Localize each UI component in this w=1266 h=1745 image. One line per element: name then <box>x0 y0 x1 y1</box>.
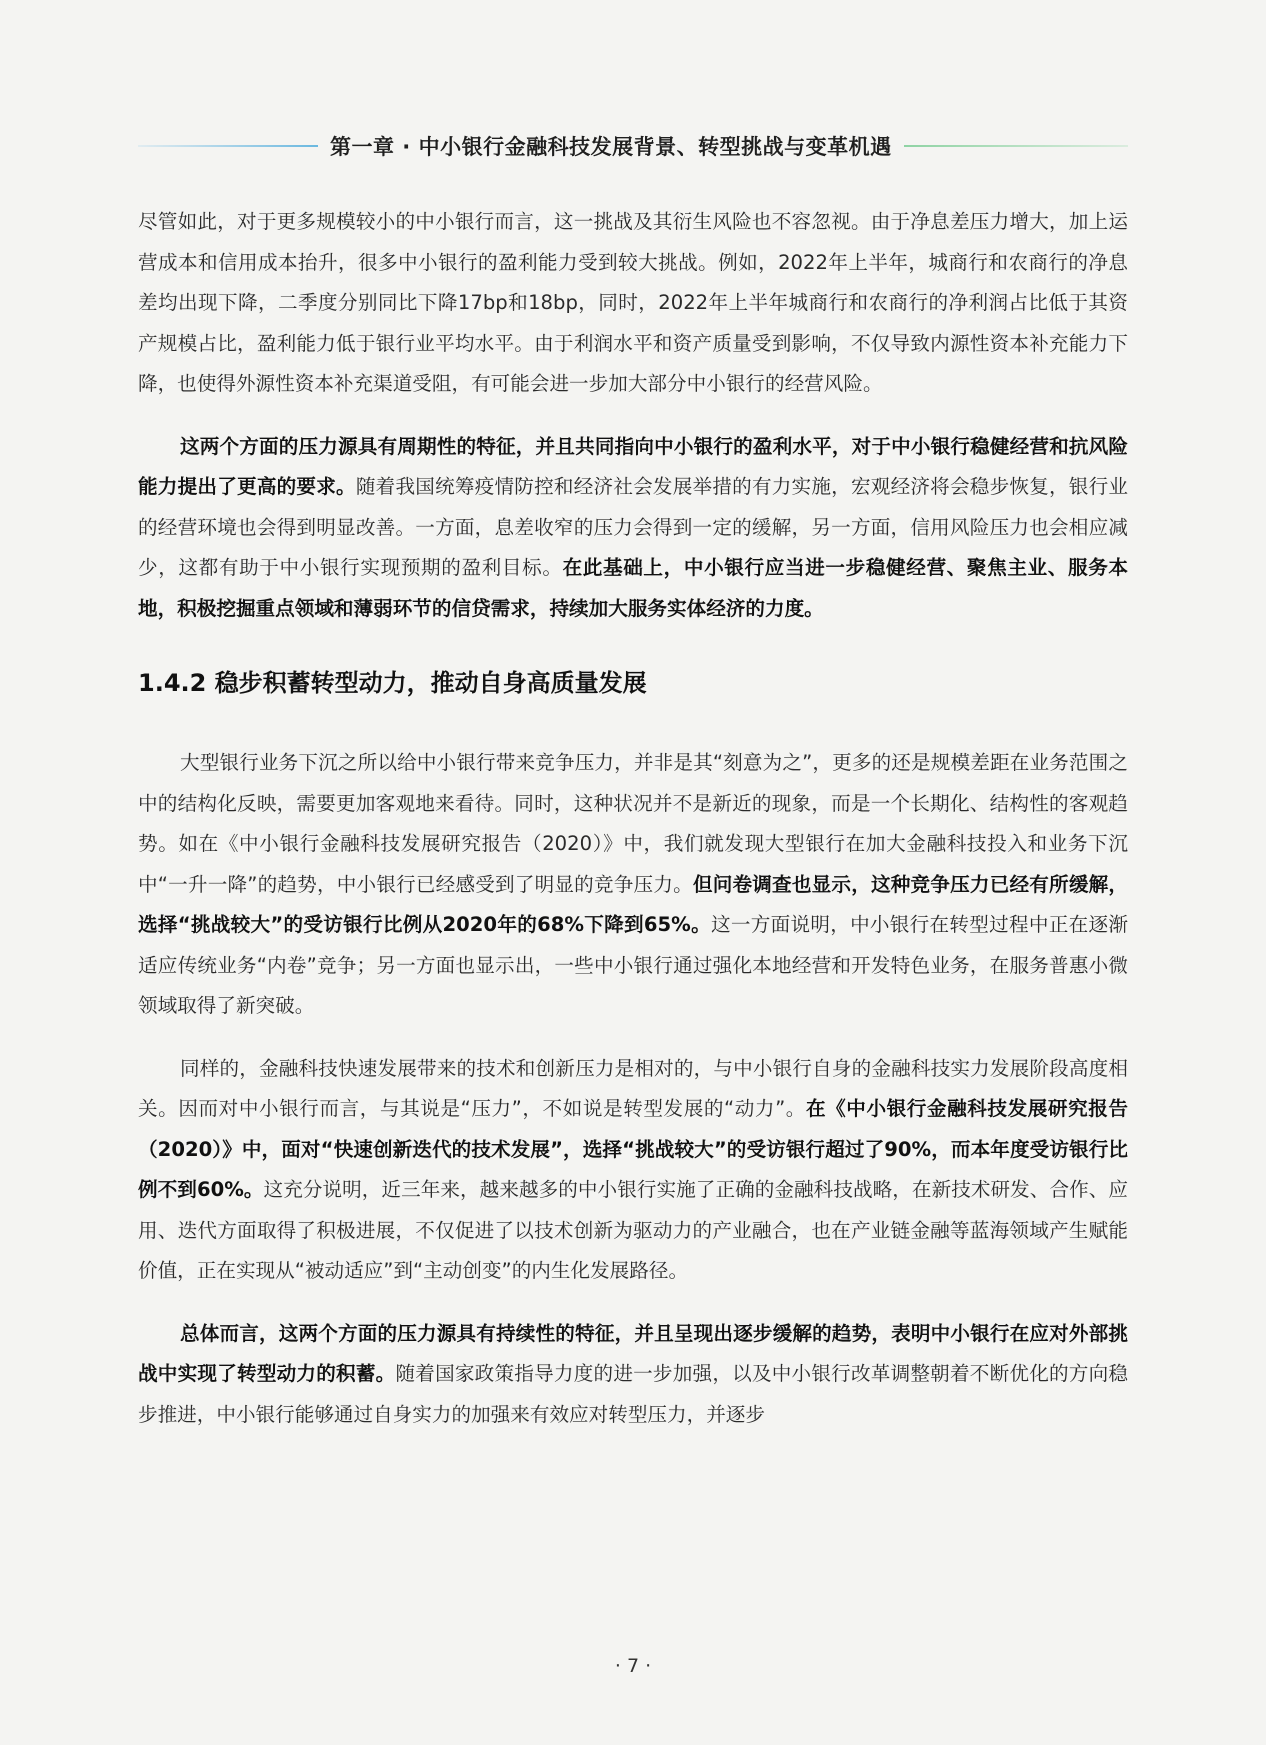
paragraph-text: 尽管如此，对于更多规模较小的中小银行而言，这一挑战及其衍生风险也不容忽视。由于净息差压力增大，加上运营成本和信用成本抬升，很多中小银行的盈利能力受到较大挑战。例如，2022年上半年，城商行和农商行的净息差均出现下降，二季度分别同比下降17bp和18bp，同时，2022年上半年城商行和农商行的净利润占比低于其资产规模占比，盈利能力低于银行业平均水平。由于利润水平和资产质量受到影响，不仅导致内源性资本补充能力下降，也使得外源性资本补充渠道受阻，有可能会进一步加大部分中小银行的经营风险。 <box>138 210 1128 395</box>
page-number: · 7 · <box>614 1655 652 1677</box>
section-heading: 1.4.2 稳步积蓄转型动力，推动自身高质量发展 <box>138 669 647 697</box>
paragraph-2 <box>138 427 1128 630</box>
bold-text: 这两个方面的压力源具有周期性的特征，并且共同指向中小银行的盈利水平，对于中小银行稳健经营和抗风险能力提出了更高的要求。 <box>138 434 1128 498</box>
paragraph-text: 随着国家政策指导力度的进一步加强，以及中小银行改革调整朝着不断优化的方向稳步推进，中小银行能够通过自身实力的加强来有效应对转型压力，并逐步 <box>138 1362 1129 1426</box>
paragraph-5 <box>138 1314 1128 1436</box>
paragraph-3 <box>138 743 1128 1027</box>
paragraph-text: 大型银行业务下沉之所以给中小银行带来竞争压力，并非是其“刻意为之”，更多的还是规模差距在业务范围之中的结构化反映，需要更加客观地来看待。同时，这种状况并不是新近的现象，而是一个长期化、结构性的客观趋势。如在《中小银行金融科技发展研究报告（2020）》中，我们就发现大型银行在加大金融科技投入和业务下沉中“一升一降”的趋势，中小银行已经感受到了明显的竞争压力。 <box>138 751 1128 896</box>
paragraph-4 <box>138 1049 1128 1292</box>
paragraph-text: 随着我国统筹疫情防控和经济社会发展举措的有力实施，宏观经济将会稳步恢复，银行业的经营环境也会得到明显改善。一方面，息差收窄的压力会得到一定的缓解，另一方面，信用风险压力也会相应减少，这都有助于中小银行实现预期的盈利目标。 <box>138 475 1129 579</box>
paragraph-1 <box>138 202 1128 405</box>
bold-text: 在《中小银行金融科技发展研究报告（2020）》中，面对“快速创新迭代的技术发展”，选择“挑战较大”的受访银行超过了90%，而本年度受访银行比例不到60%。 <box>138 1097 1128 1201</box>
bold-text: 但问卷调查也显示，这种竞争压力已经有所缓解，选择“挑战较大”的受访银行比例从2020年的68%下降到65%。 <box>138 872 1128 936</box>
paragraph-text: 这一方面说明，中小银行在转型过程中正在逐渐适应传统业务“内卷”竞争；另一方面也显示出，一些中小银行通过强化本地经营和开发特色业务，在服务普惠小微领域取得了新突破。 <box>138 913 1129 1017</box>
chapter-header <box>138 126 1128 166</box>
body-text <box>138 202 1128 1435</box>
header-rule-left <box>138 145 318 147</box>
paragraph-text: 同样的，金融科技快速发展带来的技术和创新压力是相对的，与中小银行自身的金融科技实力发展阶段高度相关。因而对中小银行而言，与其说是“压力”，不如说是转型发展的“动力”。 <box>138 1056 1128 1120</box>
bold-text: 在此基础上，中小银行应当进一步稳健经营、聚焦主业、服务本地，积极挖掘重点领域和薄弱环节的信贷需求，持续加大服务实体经济的力度。 <box>138 556 1129 620</box>
chapter-title: 第一章 · 中小银行金融科技发展背景、转型挑战与变革机遇 <box>330 135 892 159</box>
header-rule-right <box>904 145 1128 147</box>
paragraph-text: 这充分说明，近三年来，越来越多的中小银行实施了正确的金融科技战略，在新技术研发、合作、应用、迭代方面取得了积极进展，不仅促进了以技术创新为驱动力的产业融合，也在产业链金融等蓝海领域产生赋能价值，正在实现从“被动适应”到“主动创变”的内生化发展路径。 <box>138 1178 1128 1282</box>
bold-text: 总体而言，这两个方面的压力源具有持续性的特征，并且呈现出逐步缓解的趋势，表明中小银行在应对外部挑战中实现了转型动力的积蓄。 <box>138 1321 1128 1385</box>
